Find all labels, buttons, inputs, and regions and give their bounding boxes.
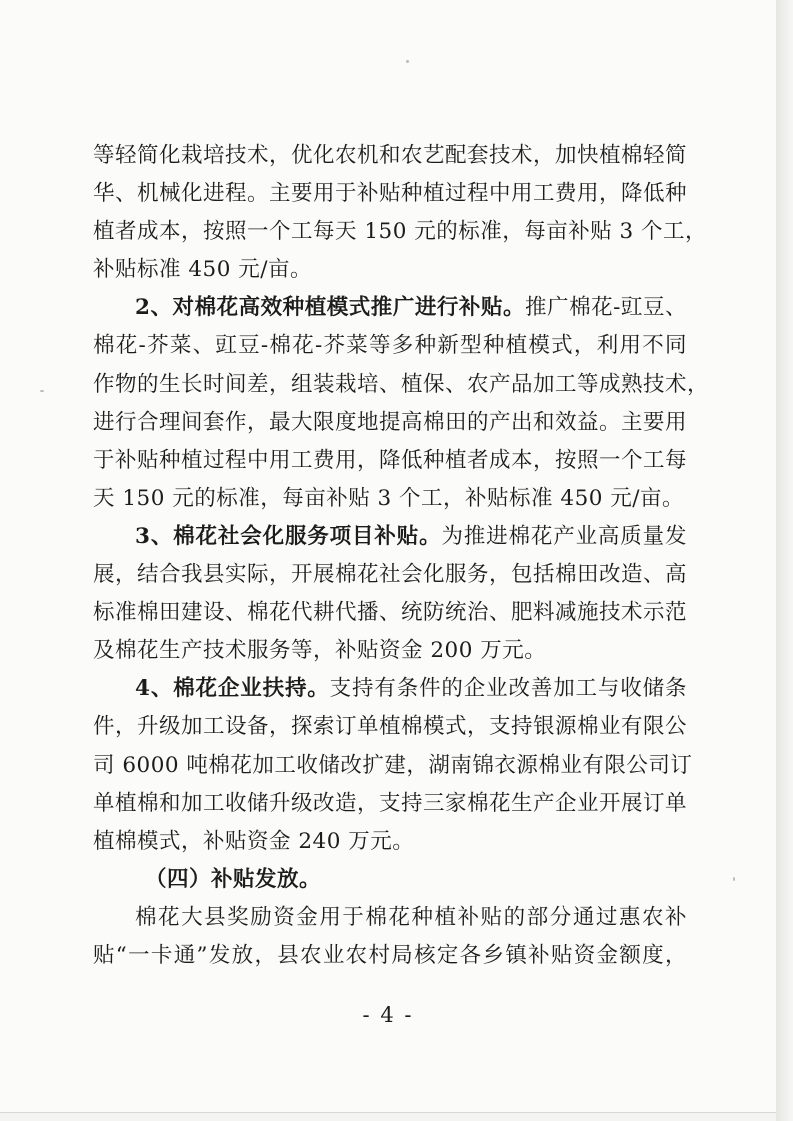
item-2-first-text: 推广棉花-豇豆、 — [525, 295, 687, 321]
body-line: 补贴标准 450 元/亩。 — [93, 257, 312, 283]
body-line: 展，结合我县实际，开展棉花社会化服务，包括棉田改造、高 — [93, 562, 688, 588]
item-2-heading: 2、对棉花高效种植模式推广进行补贴。 — [135, 295, 526, 321]
item-3-first-text: 为推进棉花产业高质量发 — [441, 523, 687, 549]
item-4-heading: 4、棉花企业扶持。 — [135, 676, 330, 702]
body-line: 棉花-芥菜、豇豆-棉花-芥菜等多种新型种植模式，利用不同 — [93, 333, 687, 359]
item-4-first-text: 支持有条件的企业改善加工与收储条 — [329, 676, 687, 702]
body-line: 进行合理间套作，最大限度地提高棉田的产出和效益。主要用 — [93, 409, 688, 435]
body-line: 单植棉和加工收储升级改造，支持三家棉花生产企业开展订单 — [93, 790, 688, 816]
scan-edge — [776, 0, 793, 1121]
body-line: 于补贴种植过程中用工费用，降低种植者成本，按照一个工每 — [93, 447, 688, 473]
body-line: 等轻简化栽培技术，优化农机和农艺配套技术，加快植棉轻简 — [93, 143, 688, 168]
item-4-first-line — [93, 670, 687, 708]
body-line: 棉花大县奖励资金用于棉花种植补贴的部分通过惠农补 — [135, 904, 687, 930]
scan-speck — [733, 877, 735, 881]
body-line: 植棉模式，补贴资金 240 万元。 — [93, 828, 415, 854]
scan-speck — [40, 390, 44, 392]
scan-speck — [406, 60, 409, 63]
body-line: 司 6000 吨棉花加工收储改扩建，湖南锦衣源棉业有限公司订 — [93, 752, 693, 778]
body-line: 及棉花生产技术服务等，补贴资金 200 万元。 — [93, 638, 547, 664]
document-body — [93, 137, 710, 975]
section-4-heading: （四）补贴发放。 — [145, 866, 322, 892]
body-line: 华、机械化进程。主要用于补贴种植过程中用工费用，降低种 — [93, 181, 688, 207]
section-4-heading-line — [93, 861, 687, 899]
body-line: 标准棉田建设、棉花代耕代播、统防统治、肥料减施技术示范 — [93, 600, 688, 626]
item-3-heading: 3、棉花社会化服务项目补贴。 — [135, 523, 442, 549]
item-2-first-line — [93, 289, 687, 327]
body-line: 件，升级加工设备，探索订单植棉模式，支持银源棉业有限公 — [93, 714, 688, 740]
body-line: 贴“一卡通”发放，县农业农村局核定各乡镇补贴资金额度， — [93, 942, 687, 968]
body-line: 植者成本，按照一个工每天 150 元的标准，每亩补贴 3 个工， — [93, 219, 708, 245]
body-line: 天 150 元的标准，每亩补贴 3 个工，补贴标准 450 元/亩。 — [93, 485, 685, 511]
item-3-first-line — [93, 518, 687, 556]
body-line: 作物的生长时间差，组装栽培、植保、农产品加工等成熟技术， — [93, 371, 710, 397]
page-number: - 4 - — [362, 1003, 414, 1027]
